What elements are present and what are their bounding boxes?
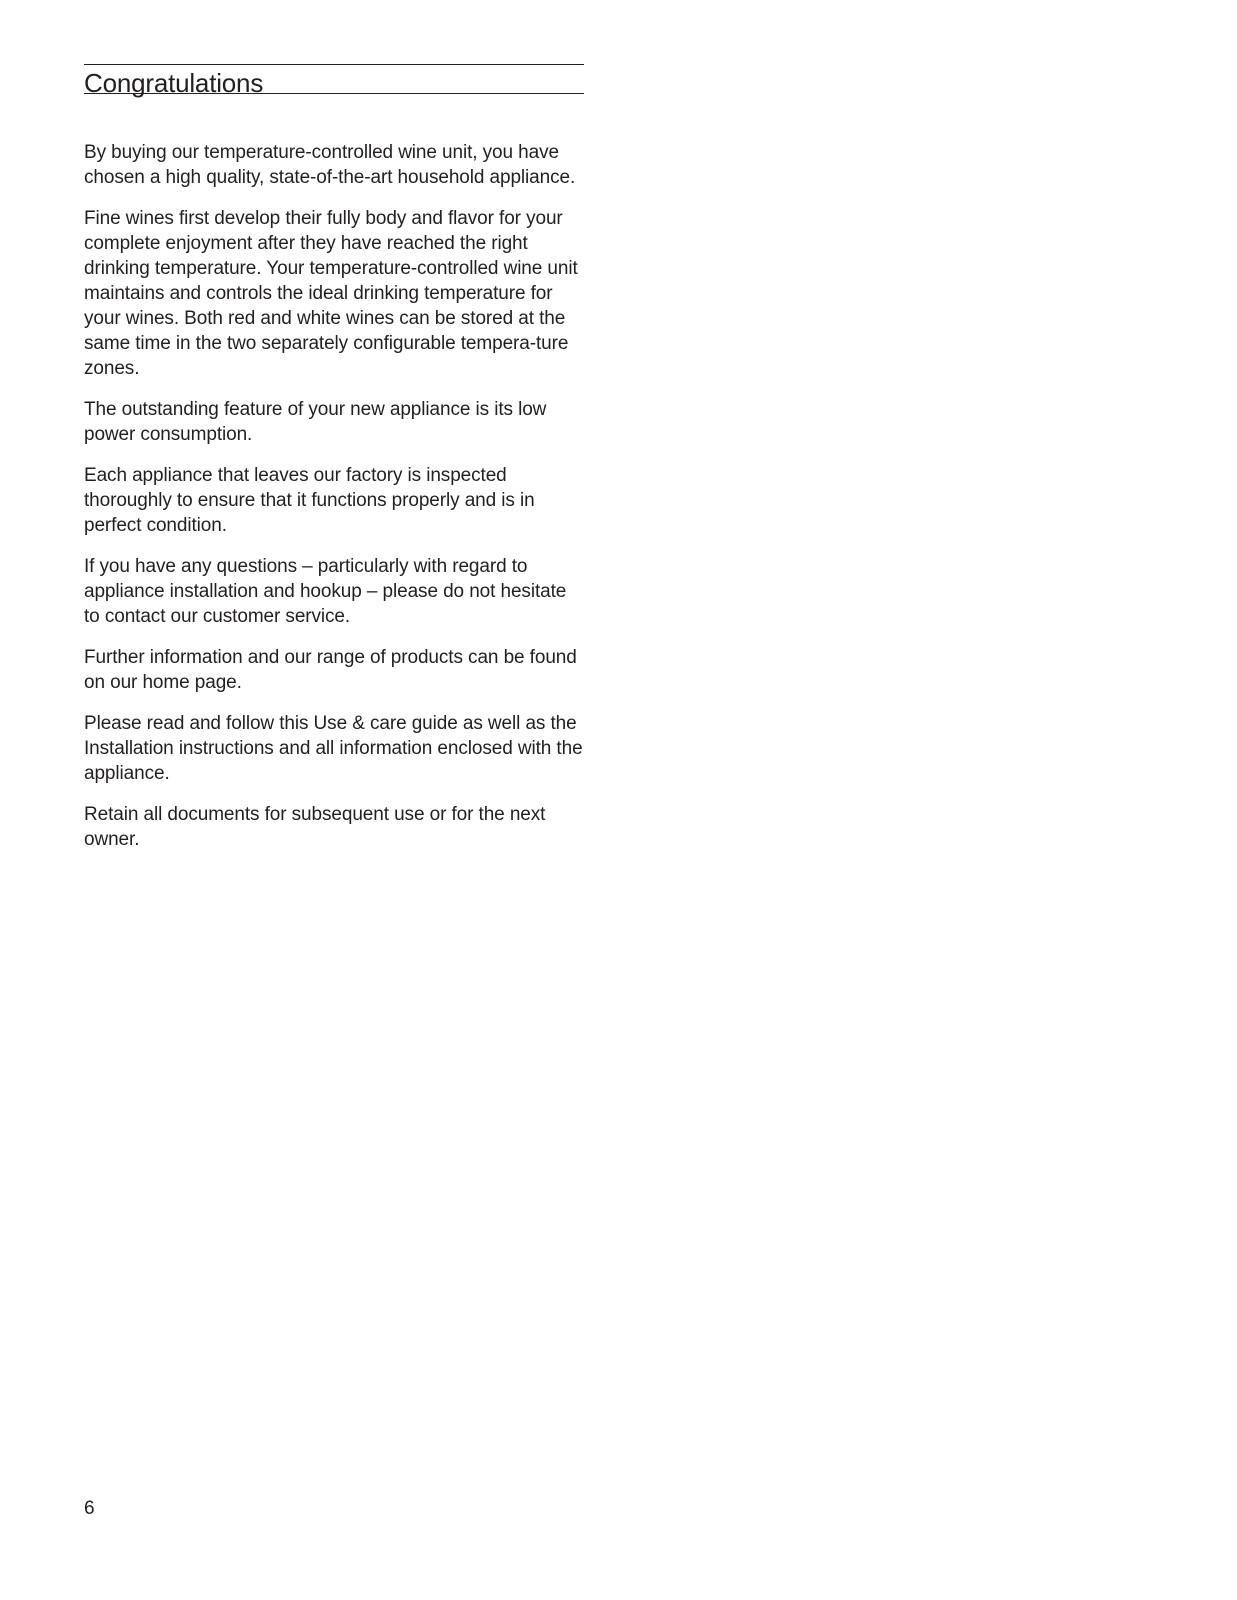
paragraph-wine-temperature: Fine wines first develop their fully body and flavor for your complete enjoyment after they have reached the right drinking temperature. Your temperature-controlled wine unit maintains and controls the ideal drinking temperature for your wines. Both red and white wines can be stored at the same time in the two separately configurable tempera-ture zones. xyxy=(84,208,578,379)
content-column xyxy=(84,64,584,868)
paragraph-intro: By buying our temperature-controlled wine unit, you have chosen a high quality, state-of-the-art household appliance. xyxy=(84,142,576,188)
paragraph-read-guide: Please read and follow this Use & care guide as well as the Installation instructions and all information enclosed with the appliance. xyxy=(84,713,583,784)
body-text xyxy=(84,140,584,852)
section-heading-block xyxy=(84,64,584,98)
paragraph-inspection: Each appliance that leaves our factory is inspected thoroughly to ensure that it functions properly and is in perfect condition. xyxy=(84,465,535,536)
paragraph-further-information: Further information and our range of products can be found on our home page. xyxy=(84,647,577,693)
page-number: 6 xyxy=(84,1498,95,1519)
page-title: Congratulations xyxy=(84,68,264,98)
paragraph-questions: If you have any questions – particularly with regard to appliance installation and hookup – please do not hesitate to contact our customer service. xyxy=(84,556,567,627)
paragraph-retain-documents: Retain all documents for subsequent use or for the next owner. xyxy=(84,804,546,850)
paragraph-power-consumption: The outstanding feature of your new appliance is its low power consumption. xyxy=(84,399,547,445)
